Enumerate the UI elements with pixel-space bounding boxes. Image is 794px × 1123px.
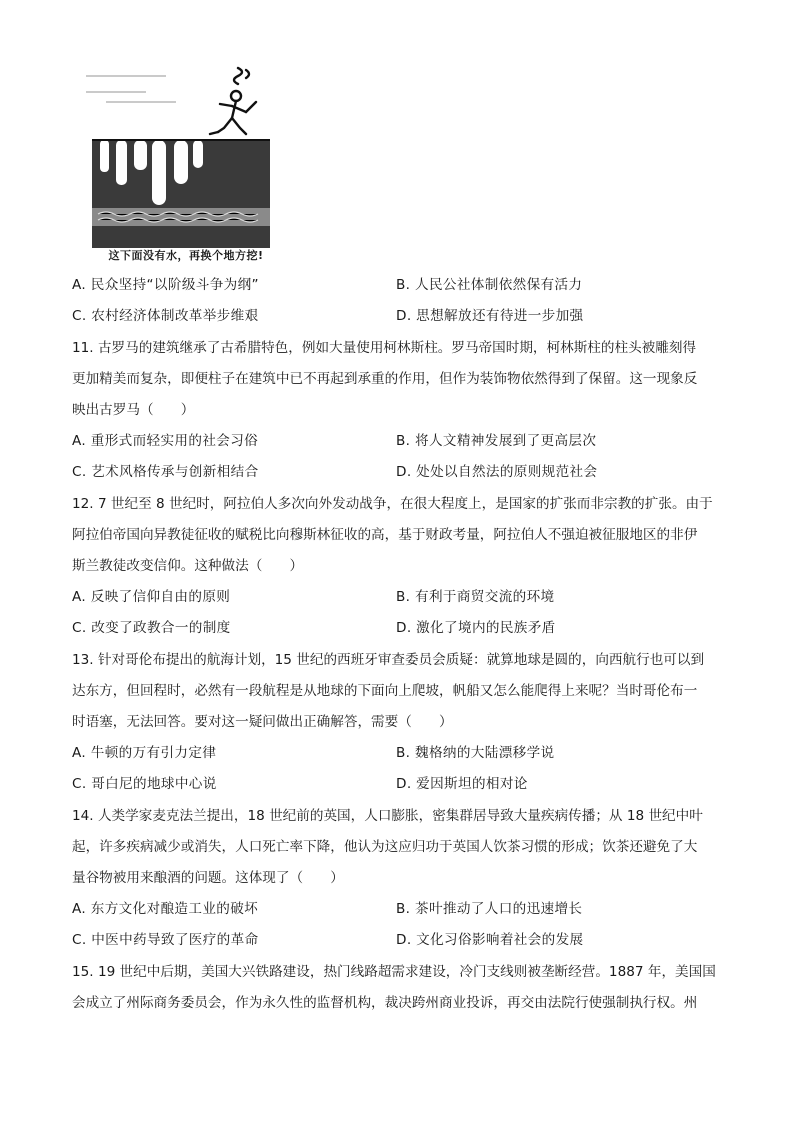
q10-option-a[interactable] (72, 275, 259, 295)
option-key: B. (396, 277, 411, 293)
option-key: B. (396, 901, 411, 917)
q14-option-a[interactable] (72, 899, 258, 919)
option-text: 重形式而轻实用的社会习俗 (90, 433, 259, 449)
q11-option-c[interactable] (72, 462, 259, 482)
option-key: A. (72, 745, 87, 761)
q11-option-b[interactable] (396, 431, 596, 451)
option-key: A. (72, 901, 87, 917)
option-text: 将人文精神发展到了更高层次 (415, 433, 597, 449)
q12-option-c[interactable] (72, 618, 231, 638)
option-text: 魏格纳的大陆漂移学说 (415, 745, 555, 761)
option-text: 文化习俗影响着社会的发展 (416, 932, 584, 948)
option-key: D. (396, 620, 412, 636)
q13-stem-line-3: 时语塞，无法回答。要对这一疑问做出正确解答，需要（ ） (72, 714, 453, 730)
q11-option-d[interactable] (396, 462, 597, 482)
q10-option-c[interactable] (72, 306, 259, 326)
option-text: 茶叶推动了人口的迅速增长 (415, 901, 583, 917)
q10-option-b[interactable] (396, 275, 582, 295)
option-text: 处处以自然法的原则规范社会 (416, 464, 598, 480)
option-text: 人民公社体制依然保有活力 (415, 277, 583, 293)
option-key: B. (396, 745, 411, 761)
option-key: D. (396, 776, 412, 792)
q13-option-d[interactable] (396, 774, 528, 794)
q12-stem-line-3: 斯兰教徒改变信仰。这种做法（ ） (72, 558, 304, 574)
option-text: 思想解放还有待进一步加强 (416, 308, 584, 324)
option-key: C. (72, 776, 87, 792)
q14-stem-line-2: 起，许多疾病减少或消失，人口死亡率下降，他认为这应归功于英国人饮茶习惯的形成；饮茶还避免了大 (72, 839, 698, 855)
q13-stem-line-2: 达东方，但回程时，必然有一段航程是从地球的下面向上爬坡，帆船又怎么能爬得上来呢？当时哥伦布一 (72, 683, 698, 699)
option-key: C. (72, 932, 87, 948)
option-key: D. (396, 308, 412, 324)
q12-stem-line-1: 12. 7 世纪至 8 世纪时，阿拉伯人多次向外发动战争，在很大程度上，是国家的扩张而非宗教的扩张。由于 (72, 496, 713, 512)
option-key: A. (72, 277, 87, 293)
q14-option-c[interactable] (72, 930, 259, 950)
option-key: B. (396, 433, 411, 449)
q12-option-a[interactable] (72, 587, 230, 607)
option-text: 中医中药导致了医疗的革命 (91, 932, 259, 948)
option-text: 改变了政教合一的制度 (91, 620, 231, 636)
option-key: A. (72, 433, 87, 449)
option-key: C. (72, 620, 87, 636)
cartoon-illustration (86, 62, 276, 268)
option-text: 爱因斯坦的相对论 (416, 776, 528, 792)
option-key: B. (396, 589, 411, 605)
q14-option-d[interactable] (396, 930, 584, 950)
q14-stem-line-1: 14. 人类学家麦克法兰提出，18 世纪前的英国，人口膨胀，密集群居导致大量疾病传播；从 18 世纪中叶 (72, 808, 703, 824)
option-text: 哥白尼的地球中心说 (91, 776, 217, 792)
option-text: 激化了境内的民族矛盾 (416, 620, 556, 636)
well-digging-cartoon-icon (86, 62, 276, 268)
option-text: 农村经济体制改革举步维艰 (91, 308, 259, 324)
q12-option-d[interactable] (396, 618, 556, 638)
option-key: C. (72, 308, 87, 324)
option-text: 东方文化对酿造工业的破坏 (90, 901, 259, 917)
option-key: C. (72, 464, 87, 480)
q12-option-b[interactable] (396, 587, 554, 607)
q14-option-b[interactable] (396, 899, 582, 919)
option-key: A. (72, 589, 87, 605)
cartoon-caption: 这下面没有水，再换个地方挖! (108, 249, 264, 262)
q11-stem-line-1: 11. 古罗马的建筑继承了古希腊特色，例如大量使用柯林斯柱。罗马帝国时期，柯林斯柱的柱头被雕刻得 (72, 340, 697, 356)
q13-option-a[interactable] (72, 743, 216, 763)
q14-stem-line-3: 量谷物被用来酿酒的问题。这体现了（ ） (72, 870, 344, 886)
q12-stem-line-2: 阿拉伯帝国向异教徒征收的赋税比向穆斯林征收的高，基于财政考量，阿拉伯人不强迫被征服地区的非伊 (72, 527, 698, 543)
option-text: 有利于商贸交流的环境 (415, 589, 555, 605)
q15-stem-line-2: 会成立了州际商务委员会，作为永久性的监督机构，裁决跨州商业投诉，再交由法院行使强制执行权。州 (72, 995, 698, 1011)
q13-option-c[interactable] (72, 774, 217, 794)
q11-stem-line-2: 更加精美而复杂，即便柱子在建筑中已不再起到承重的作用，但作为装饰物依然得到了保留。这一现象反 (72, 371, 698, 387)
q11-option-a[interactable] (72, 431, 258, 451)
option-text: 民众坚持“以阶级斗争为纲” (90, 277, 259, 293)
option-key: D. (396, 932, 412, 948)
q15-stem-line-1: 15. 19 世纪中后期，美国大兴铁路建设，热门线路超需求建设，冷门支线则被垄断经营。1887 年，美国国 (72, 964, 716, 980)
option-text: 反映了信仰自由的原则 (90, 589, 231, 605)
q10-option-d[interactable] (396, 306, 584, 326)
q11-stem-line-3: 映出古罗马（ ） (72, 402, 195, 418)
q13-option-b[interactable] (396, 743, 554, 763)
option-text: 牛顿的万有引力定律 (90, 745, 217, 761)
q13-stem-line-1: 13. 针对哥伦布提出的航海计划，15 世纪的西班牙审查委员会质疑：就算地球是圆的，向西航行也可以到 (72, 652, 705, 668)
option-key: D. (396, 464, 412, 480)
option-text: 艺术风格传承与创新相结合 (91, 464, 259, 480)
